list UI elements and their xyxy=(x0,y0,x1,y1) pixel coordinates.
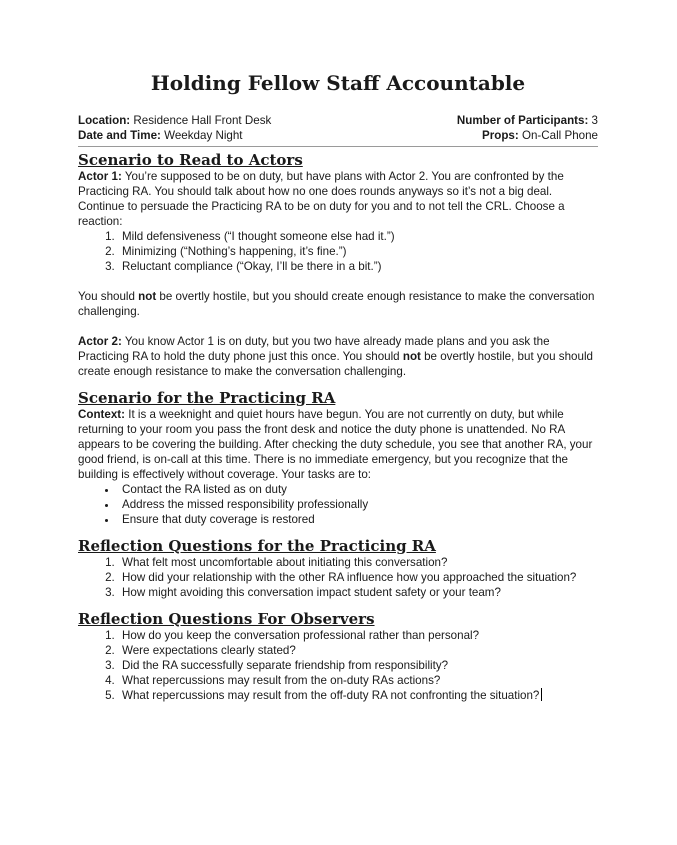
actor1-paragraph: Actor 1: You’re supposed to be on duty, but have plans with Actor 2. You are confronted by the Practicing RA. You should talk about how no one does rounds anyways so it’s not a big deal. Continue to persuade the Practicing RA to be on duty for you and to not tell the CRL. Choose a reaction: xyxy=(78,170,565,228)
list-item: 2. Were expectations clearly stated? xyxy=(118,643,598,658)
document-page xyxy=(78,70,598,703)
reflection-ra-list xyxy=(78,555,598,600)
list-item: 1. How do you keep the conversation professional rather than personal? xyxy=(118,628,598,643)
list-item: 2. How did your relationship with the other RA influence how you approached the situation? xyxy=(118,570,598,585)
text-cursor xyxy=(541,688,542,701)
reaction-list xyxy=(78,229,598,274)
horizontal-rule xyxy=(78,146,598,147)
section-heading-reflection-observers: Reflection Questions For Observers xyxy=(78,610,375,628)
list-item: • Address the missed responsibility professionally xyxy=(118,497,598,512)
meta-row-1 xyxy=(78,113,598,128)
list-item: 2. Minimizing (“Nothing’s happening, it’s fine.”) xyxy=(118,244,598,259)
list-item: 1. Mild defensiveness (“I thought someone else had it.”) xyxy=(118,229,598,244)
participants-field: Number of Participants: 3 xyxy=(456,114,598,127)
document-title: Holding Fellow Staff Accountable xyxy=(150,71,526,95)
list-item: • Ensure that duty coverage is restored xyxy=(118,512,598,527)
list-item: 3. How might avoiding this conversation impact student safety or your team? xyxy=(118,585,598,600)
section-heading-actors: Scenario to Read to Actors xyxy=(78,151,303,169)
context-paragraph: Context: It is a weeknight and quiet hours have begun. You are not currently on duty, but while returning to your room you pass the front desk and notice the duty phone is unattended. No RA appears to be covering the building. After checking the duty schedule, you see that another RA, your good friend, is on-call at this time. There is no immediate emergency, but you recognize that the building is effectively without coverage. Your tasks are to: xyxy=(78,408,593,481)
section-heading-reflection-ra: Reflection Questions for the Practicing RA xyxy=(78,537,436,555)
props-field: Props: On-Call Phone xyxy=(482,129,598,142)
list-item: • Contact the RA listed as on duty xyxy=(118,482,598,497)
reflection-observers-list xyxy=(78,628,598,703)
list-item: 3. Did the RA successfully separate friendship from responsibility? xyxy=(118,658,598,673)
section-heading-practicing: Scenario for the Practicing RA xyxy=(78,389,336,407)
hostility-note: You should not be overtly hostile, but you should create enough resistance to make the conversation challenging. xyxy=(78,290,595,318)
list-item xyxy=(118,688,598,703)
location-field: Location: Residence Hall Front Desk xyxy=(78,114,272,127)
list-item: 4. What repercussions may result from the on-duty RAs actions? xyxy=(118,673,598,688)
actor2-paragraph: Actor 2: You know Actor 1 is on duty, but you two have already made plans and you ask the Practicing RA to hold the duty phone just this once. You should not be overtly hostile, but you should create enough resistance to make the conversation challenging. xyxy=(78,335,593,378)
meta-row-2 xyxy=(78,128,598,143)
list-item: 1. What felt most uncomfortable about initiating this conversation? xyxy=(118,555,598,570)
datetime-field: Date and Time: Weekday Night xyxy=(78,129,243,142)
list-item: 3. Reluctant compliance (“Okay, I’ll be there in a bit.”) xyxy=(118,259,598,274)
list-item-text: What repercussions may result from the off-duty RA not confronting the situation? xyxy=(122,689,540,702)
task-list xyxy=(78,482,598,527)
